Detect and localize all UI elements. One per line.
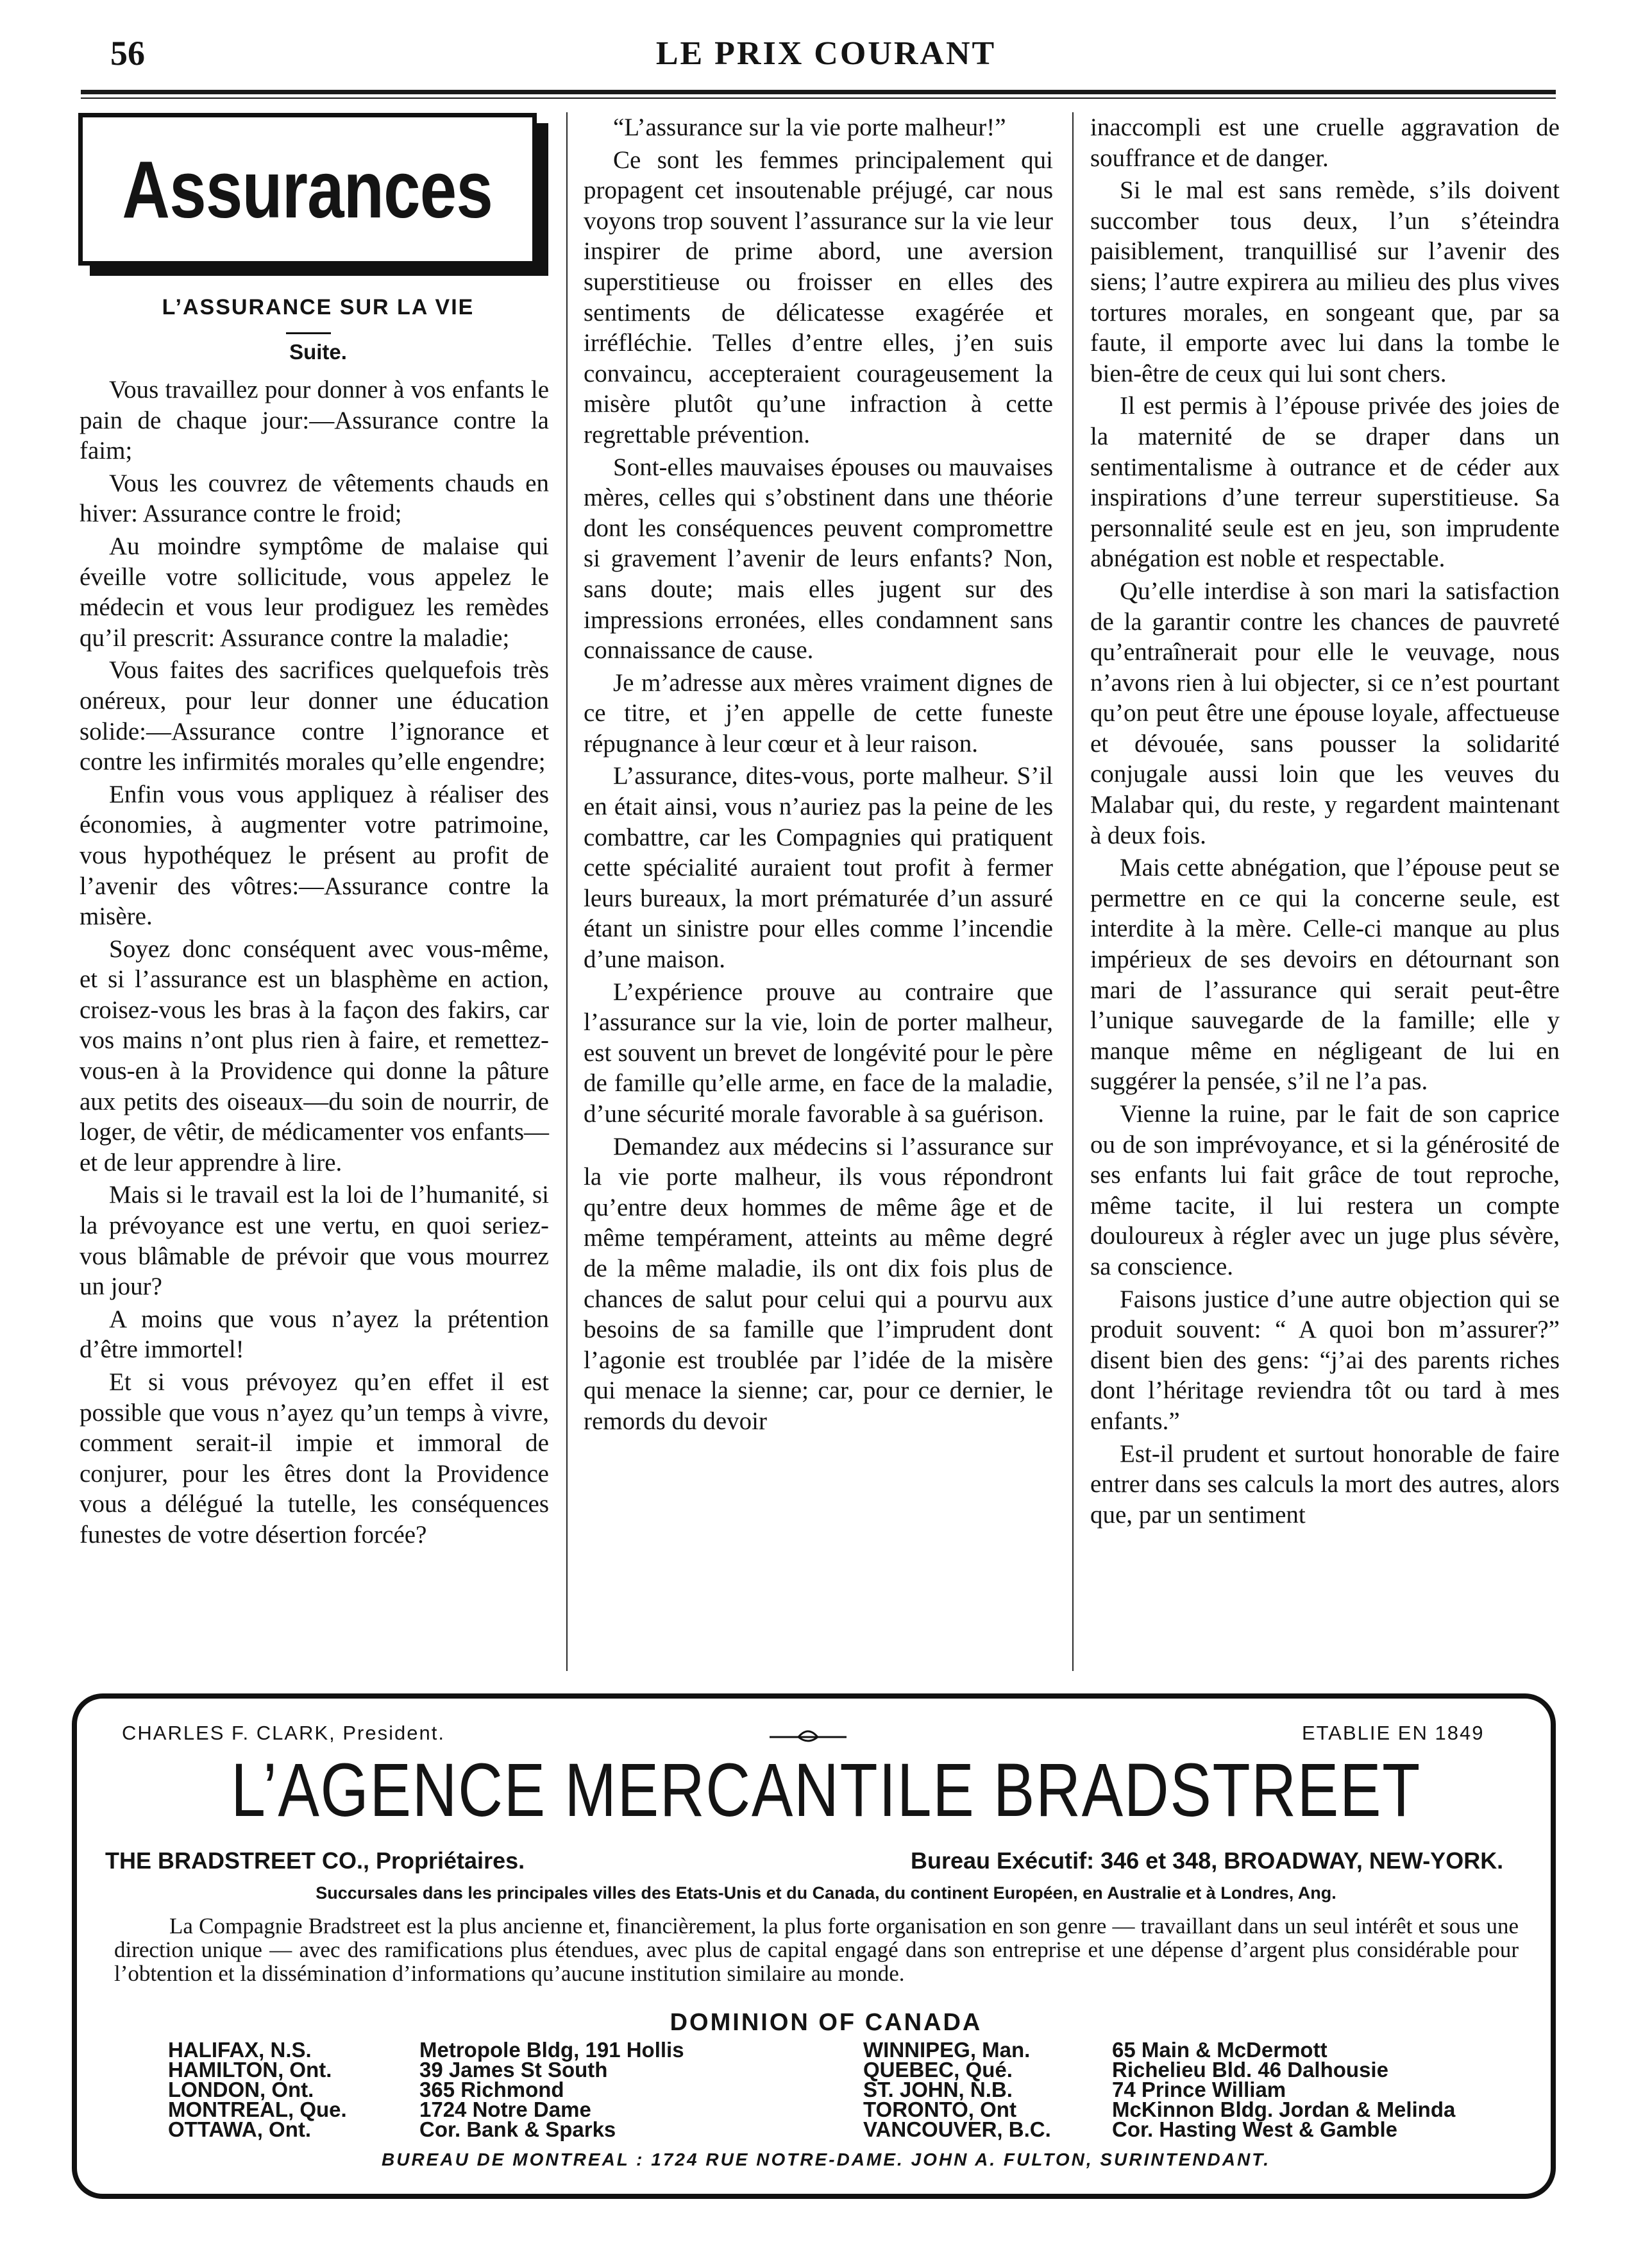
paragraph: Je m’adresse aux mères vraiment dignes de ce titre, et j’en appelle de cette funeste répugnance à leur cœur et à leur raison. xyxy=(584,668,1053,758)
article-column-2 xyxy=(584,112,1053,1439)
header-rule-thin xyxy=(81,98,1556,99)
office-address: 1724 Notre Dame xyxy=(419,2098,591,2121)
office-address: Cor. Hasting West & Gamble xyxy=(1112,2117,1397,2141)
column-divider xyxy=(1072,112,1074,1671)
office-address: 65 Main & McDermott xyxy=(1112,2038,1328,2062)
office-address: 74 Prince William xyxy=(1112,2078,1286,2101)
ad-branches: Succursales dans les principales villes des Etats-Unis et du Canada, du continent Européen, en Australie et à Londres, Ang. xyxy=(316,1883,1336,1903)
running-title: LE PRIX COURANT xyxy=(655,35,997,72)
ad-head-office: Bureau Exécutif: 346 et 348, BROADWAY, NEW-YORK. xyxy=(911,1847,1504,1874)
paragraph: Mais cette abnégation, que l’épouse peut se permettre en ce qui la concerne seule, est interdite à la mère. Celle-ci manque au plus impérieux de ses devoirs en détournant son mari de l’assurance qui serait peut-être l’unique sauvegarde de la famille; elle y manque même en négligeant de lui en suggérer la pensée, s’il ne l’a pas. xyxy=(1090,854,1560,1096)
paragraph: Si le mal est sans remède, s’ils doivent succomber tous deux, l’un s’éteindra paisiblement, tranquillisé sur l’avenir des siens; l’autre expirera au milieu des plus vives tortures morales, en songeant que, par sa faute, il emporte avec lui dans la tombe le bien-être de ceux qui lui sont chers. xyxy=(1090,176,1560,387)
ad-agency-name: L’AGENCE MERCANTILE BRADSTREET xyxy=(231,1748,1421,1833)
heading-rule xyxy=(286,332,331,334)
office-address: Metropole Bldg, 191 Hollis xyxy=(419,2038,684,2062)
paragraph: L’expérience prouve au contraire que l’assurance sur la vie, loin de porter malheur, est souvent un brevet de longévité pour le père de famille qu’elle arme, en face de la maladie, d’une sécurité morale favorable à sa guérison. xyxy=(584,978,1053,1128)
office-address: Richelieu Bld. 46 Dalhousie xyxy=(1112,2058,1388,2082)
section-title-box xyxy=(78,113,537,266)
ad-established: ETABLIE EN 1849 xyxy=(1302,1722,1485,1744)
paragraph: Et si vous prévoyez qu’en effet il est possible que vous n’ayez qu’un temps à vivre, comment serait-il impie et immoral de conjurer, pour les êtres dont la Providence vous a délégué la tutelle, les conséquences funestes de votre désertion forcée? xyxy=(80,1368,549,1548)
paragraph: Il est permis à l’épouse privée des joies de la maternité de se draper dans un sentimentalisme à outrance et de céder aux inspirations d’une terreur superstitieuse. Sa personnalité seule est en jeu, son imprudente abnégation est noble et respectable. xyxy=(1090,392,1560,573)
article-column-1 xyxy=(80,375,549,1552)
office-address: Cor. Bank & Sparks xyxy=(419,2117,616,2141)
article-subheading: Suite. xyxy=(289,340,347,364)
office-city: LONDON, Ont. xyxy=(168,2078,314,2101)
office-address: 365 Richmond xyxy=(419,2078,564,2101)
paragraph: A moins que vous n’ayez la prétention d’être immortel! xyxy=(80,1305,549,1364)
office-city: WINNIPEG, Man. xyxy=(863,2038,1031,2062)
paragraph: Enfin vous vous appliquez à réaliser des économies, à augmenter votre patrimoine, vous hypothéquez le présent au profit de l’avenir des vôtres:—Assurance contre la misère. xyxy=(80,780,549,931)
paragraph: Mais si le travail est la loi de l’humanité, si la prévoyance est une vertu, en quoi seriez-vous blâmable de prévoir que vous mourrez un jour? xyxy=(80,1181,549,1301)
ad-description: La Compagnie Bradstreet est la plus ancienne et, financièrement, la plus forte organisation en son genre — travaillant dans un seul intérêt et sous une direction unique — avec des ramifications plus étendues, avec plus de capital engagé dans son entreprise et une dépense d’argent plus considérable pour l’obtention et la dissémination d’informations qu’aucune institution similaire au monde. xyxy=(114,1913,1519,1986)
paragraph: Demandez aux médecins si l’assurance sur la vie porte malheur, ils vous répondront qu’entre deux hommes de même âge et de même tempérament, atteints au même degré de la même maladie, ils ont dix fois plus de chances de salut pour celui qui a pourvu aux besoins de sa famille que l’imprudent dont l’agonie est troublée par l’idée de la misère qui menace la sienne; car, pour ce dernier, le remords du devoir xyxy=(584,1132,1053,1435)
ad-proprietors: THE BRADSTREET CO., Propriétaires. xyxy=(105,1847,525,1874)
paragraph: L’assurance, dites-vous, porte malheur. S’il en était ainsi, vous n’auriez pas la peine de les combattre, car les Compagnies qui pratiquent cette spécialité auraient tout profit à fermer leurs bureaux, la mort prématurée d’un assuré étant un sinistre pour elles comme l’incendie d’une maison. xyxy=(584,762,1053,974)
office-address: McKinnon Bldg. Jordan & Melinda xyxy=(1112,2098,1456,2121)
office-city: HALIFAX, N.S. xyxy=(168,2038,312,2062)
office-city: QUEBEC, Qué. xyxy=(863,2058,1013,2082)
paragraph: Vous les couvrez de vêtements chauds en hiver: Assurance contre le froid; xyxy=(80,469,549,528)
section-title: Assurances xyxy=(122,144,493,235)
office-city: HAMILTON, Ont. xyxy=(168,2058,332,2082)
ad-president: CHARLES F. CLARK, President. xyxy=(122,1722,445,1744)
paragraph: Vienne la ruine, par le fait de son caprice ou de son imprévoyance, et si la générosité de ses enfants lui fait grâce de tout reproche, même tacite, il lui restera un compte douloureux à régler avec un juge plus sévère, sa conscience. xyxy=(1090,1100,1560,1280)
office-city: ST. JOHN, N.B. xyxy=(863,2078,1013,2101)
office-city: MONTREAL, Que. xyxy=(168,2098,347,2121)
ad-footer: BUREAU DE MONTREAL : 1724 RUE NOTRE-DAME. JOHN A. FULTON, SURINTENDANT. xyxy=(382,2150,1270,2169)
paragraph: Faisons justice d’une autre objection qui se produit souvent: “ A quoi bon m’assurer?” disent bien des gens: “j’ai des parents riches dont l’héritage reviendra tôt ou tard à mes enfants.” xyxy=(1090,1285,1560,1435)
office-city: VANCOUVER, B.C. xyxy=(863,2117,1051,2141)
paragraph: Ce sont les femmes principalement qui propagent cet insoutenable préjugé, car nous voyons trop souvent l’assurance sur la vie leur inspirer de prime abord, une aversion superstitieuse ou froisser en elles des sentiments de délicatesse exagérée et irréfléchie. Telles d’entre elles, j’en suis convaincu, accepteraient courageusement la misère plutôt qu’une infraction à cette regrettable prévention. xyxy=(584,146,1053,448)
column-divider xyxy=(566,112,568,1671)
paragraph: Vous travaillez pour donner à vos enfants le pain de chaque jour:—Assurance contre la faim; xyxy=(80,376,549,465)
ornament-icon xyxy=(770,1726,847,1745)
page-number: 56 xyxy=(110,34,145,72)
paragraph: Vous faites des sacrifices quelquefois très onéreux, pour leur donner une éducation solide:—Assurance contre l’ignorance et contre les infirmités morales qu’elle engendre; xyxy=(80,656,549,776)
article-column-3 xyxy=(1090,112,1560,1532)
office-city: OTTAWA, Ont. xyxy=(168,2117,312,2141)
header-rule xyxy=(81,90,1556,94)
paragraph: inaccompli est une cruelle aggravation de souffrance et de danger. xyxy=(1090,114,1560,172)
paragraph: Sont-elles mauvaises épouses ou mauvaises mères, celles qui s’obstinent dans une théorie dont les conséquences peuvent compromettre si gravement l’avenir de leurs enfants? Non, sans doute; mais elles jugent sur des impressions erronées, elles condamnent sans connaissance de cause. xyxy=(584,453,1053,665)
paragraph: Qu’elle interdise à son mari la satisfaction de la garantir contre les chances de pauvreté qu’entraînerait pour elle le veuvage, nous n’avons rien à lui objecter, si ce n’est pourtant qu’on peut être une épouse loyale, affectueuse et dévouée, sans pousser la solidarité conjugale aussi loin que les veuves du Malabar qui, du reste, y regardent maintenant à deux fois. xyxy=(1090,577,1560,849)
office-city: TORONTO, Ont xyxy=(863,2098,1016,2121)
office-address: 39 James St South xyxy=(419,2058,608,2082)
paragraph: Soyez donc conséquent avec vous-même, et si l’assurance est un blasphème en action, croisez-vous les bras à la façon des fakirs, car vos mains n’ont plus rien à faire, et remettez-vous-en à la Providence qui donne la pâture aux petits des oiseaux—du soin de nourrir, de loger, de vêtir, de médicamenter vos enfants—et de leur apprendre à lire. xyxy=(80,935,549,1176)
article-heading: L’ASSURANCE SUR LA VIE xyxy=(162,295,475,319)
paragraph: “L’assurance sur la vie porte malheur!” xyxy=(613,114,1006,141)
ad-dominion-heading: DOMINION OF CANADA xyxy=(670,2009,982,2036)
paragraph: Est-il prudent et surtout honorable de faire entrer dans ses calculs la mort des autres, alors que, par un sentiment xyxy=(1090,1439,1560,1529)
paragraph: Au moindre symptôme de malaise qui éveille votre sollicitude, vous appelez le médecin et vous leur prodiguez les remèdes qu’il prescrit: Assurance contre la maladie; xyxy=(80,532,549,652)
